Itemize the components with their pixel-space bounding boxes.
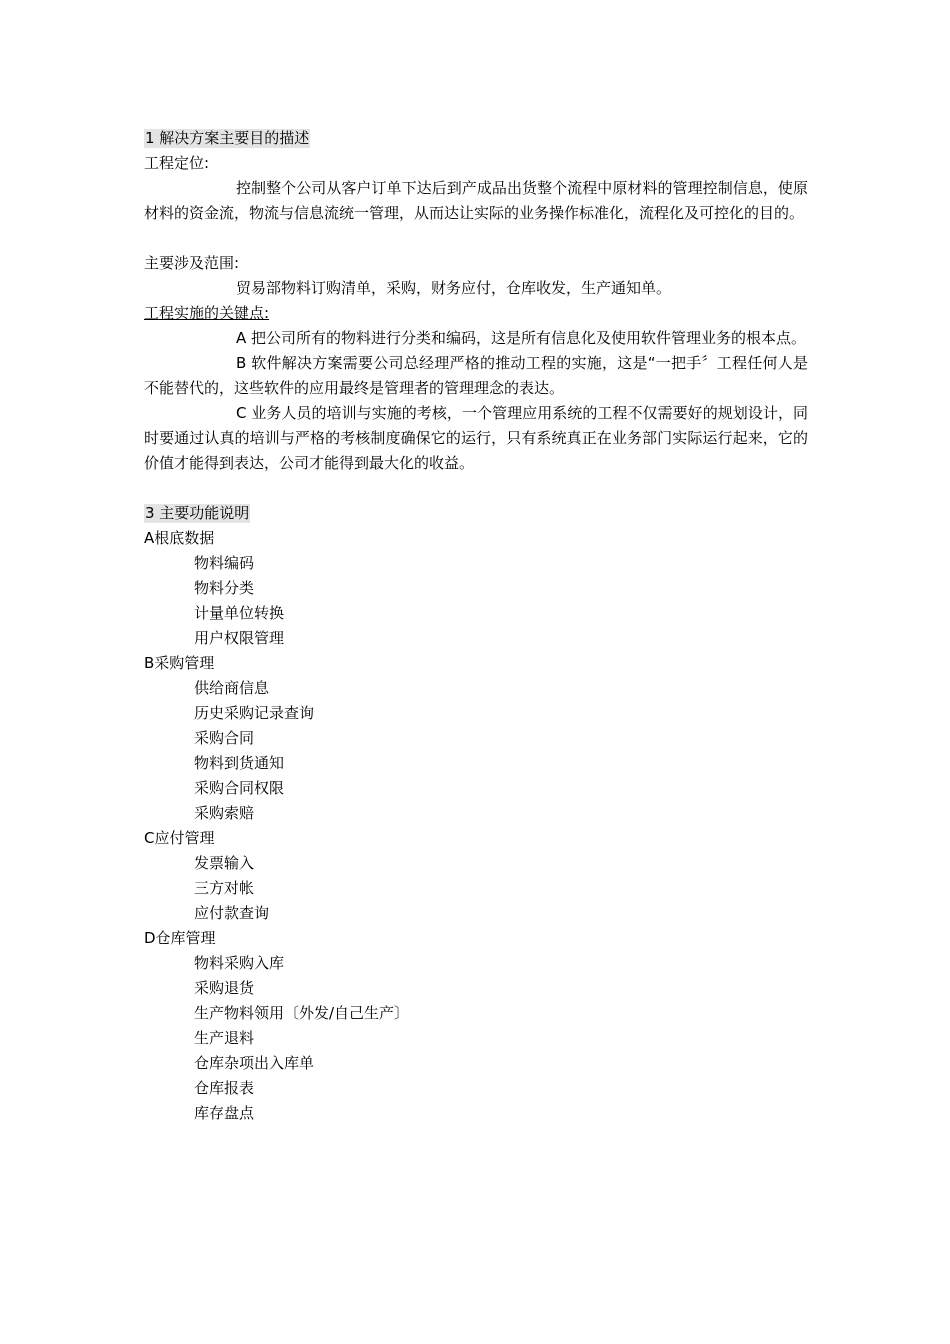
list-item: 应付款查询	[194, 904, 270, 922]
list-item: 物料分类	[194, 579, 255, 597]
list-item: 物料采购入库	[194, 954, 285, 972]
list-item: 采购退货	[194, 979, 255, 997]
keypoint-c: C 业务人员的培训与实施的考核，一个管理应用系统的工程不仅需要好的规划设计，同时要通过认真的培训与严格的考核制度确保它的运行，只有系统真正在业务部门实际运行起来，它的价值才能得到表达，公司才能得到最大化的收益。	[144, 404, 808, 472]
list-item: 仓库杂项出入库单	[194, 1054, 315, 1072]
list-item: 发票输入	[194, 854, 255, 872]
list-item: 用户权限管理	[194, 629, 285, 647]
list-item: 历史采购记录查询	[194, 704, 315, 722]
document-body	[144, 126, 808, 1126]
keypoint-b: B 软件解决方案需要公司总经理严格的推动工程的实施，这是“一把手〞工程任何人是不能替代的，这些软件的应用最终是管理者的管理理念的表达。	[144, 354, 808, 397]
section-3-heading: 3 主要功能说明	[145, 504, 250, 522]
group-title-purchasing: B采购管理	[144, 654, 215, 672]
scope-text: 贸易部物料订购清单，采购，财务应付，仓库收发，生产通知单。	[236, 279, 672, 297]
list-item: 计量单位转换	[194, 604, 285, 622]
list-item: 生产物料领用〔外发/自己生产〕	[194, 1004, 410, 1022]
list-item: 采购合同权限	[194, 779, 285, 797]
list-item: 供给商信息	[194, 679, 270, 697]
group-title-warehouse: D仓库管理	[144, 929, 216, 947]
keypoint-a: A 把公司所有的物料进行分类和编码，这是所有信息化及使用软件管理业务的根本点。	[236, 329, 807, 347]
scope-label: 主要涉及范围:	[144, 254, 240, 272]
section-3	[144, 501, 808, 526]
positioning-text: 控制整个公司从客户订单下达后到产成品出货整个流程中原材料的管理控制信息，使原材料的资金流，物流与信息流统一管理，从而达让实际的业务操作标准化，流程化及可控化的目的。	[144, 179, 808, 222]
list-item: 三方对帐	[194, 879, 255, 897]
spacer	[144, 226, 808, 251]
list-item: 物料编码	[194, 554, 255, 572]
list-item: 采购索赔	[194, 804, 255, 822]
group-title-payables: C应付管理	[144, 829, 215, 847]
section-1-heading: 1 解决方案主要目的描述	[145, 129, 310, 147]
keypoints-label: 工程实施的关键点:	[144, 304, 270, 322]
list-item: 库存盘点	[194, 1104, 255, 1122]
list-item: 物料到货通知	[194, 754, 285, 772]
positioning-label: 工程定位:	[144, 154, 210, 172]
keypoints-label-row	[144, 301, 808, 326]
spacer	[144, 476, 808, 501]
group-title-basic-data: A根底数据	[144, 529, 215, 547]
list-item: 采购合同	[194, 729, 255, 747]
list-item: 仓库报表	[194, 1079, 255, 1097]
section-1	[144, 126, 808, 151]
list-item: 生产退料	[194, 1029, 255, 1047]
